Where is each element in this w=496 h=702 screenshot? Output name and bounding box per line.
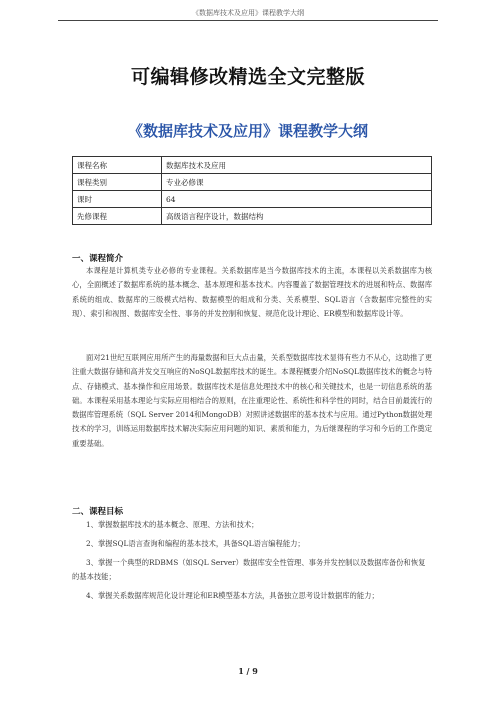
- table-key: 先修课程: [73, 208, 162, 225]
- table-row: [73, 157, 432, 174]
- intro-paragraph-2: 面对21世纪互联网应用所产生的海量数据和巨大点击量，关系型数据库技术显得有些力不从心，这助推了更注重大数据存储和高并发交互响应的NoSQL数据库技术的诞生。本课程概要介绍NoSQL数据库技术的概念与特点、存储模式、基本操作和应用场景。数据库技术是信息处理技术中的核心和关键技术，也是一切信息系统的基础。本课程采用基本理论与实际应用相结合的原则，在注重理论性、系统性和科学性的同时，结合目前最流行的数据库管理系统（SQL Server 2014和MongoDB）对照讲述数据库的基本技术与应用。通过Python数据处理技术的学习，训练运用数据库技术解决实际应用问题的知识、素质和能力，为后继课程的学习和今后的工作奠定重要基础。: [72, 353, 432, 448]
- table-key: 课程类别: [73, 174, 162, 191]
- section-heading-intro: 一、课程简介: [72, 254, 124, 264]
- table-row: [73, 208, 432, 225]
- table-value: 高级语言程序设计，数据结构: [162, 208, 432, 225]
- document-title: 《数据库技术及应用》课程教学大纲: [127, 122, 368, 140]
- table-key: 课程名称: [73, 157, 162, 174]
- table-value: 数据库技术及应用: [162, 157, 432, 174]
- section-heading-goals: 二、课程目标: [72, 507, 124, 517]
- goal-item: 3、掌握一个典型的RDBMS（如SQL Server）数据库安全性管理、事务并发控制以及数据库备份和恢复的基本技能；: [72, 558, 426, 582]
- intro-paragraph-1: 本课程是计算机类专业必修的专业课程。关系数据库是当今数据库技术的主流，本课程以关系数据库为核心，全面概述了数据库系统的基本概念、基本原理和基本技术。内容覆盖了数据管理技术的进展和特点、数据库系统的组成、数据库的三级模式结构、数据模型的组成和分类、关系模型、SQL语言（含数据库完整性的实现）、索引和视图、数据库安全性、事务的并发控制和恢复、规范化设计理论、ER模型和数据库设计等。: [72, 266, 432, 318]
- table-row: [73, 174, 432, 191]
- goal-item: 1、掌握数据库技术的基本概念、原理、方法和技术；: [86, 520, 259, 529]
- table-value: 64: [162, 191, 432, 208]
- table-value: 专业必修课: [162, 174, 432, 191]
- goal-item: 4、掌握关系数据库规范化设计理论和ER模型基本方法，具备独立思考设计数据库的能力；: [86, 591, 379, 600]
- goal-item: 2、掌握SQL语言查询和编程的基本技术，具备SQL语言编程能力；: [86, 539, 305, 548]
- header-rule: [58, 20, 438, 21]
- page-number: 1 / 9: [238, 666, 258, 676]
- banner-text: 可编辑修改精选全文完整版: [130, 66, 365, 88]
- table-row: [73, 191, 432, 208]
- course-info-table: [72, 156, 432, 225]
- running-header: 《数据库技术及应用》课程教学大纲: [192, 9, 304, 17]
- table-key: 课时: [73, 191, 162, 208]
